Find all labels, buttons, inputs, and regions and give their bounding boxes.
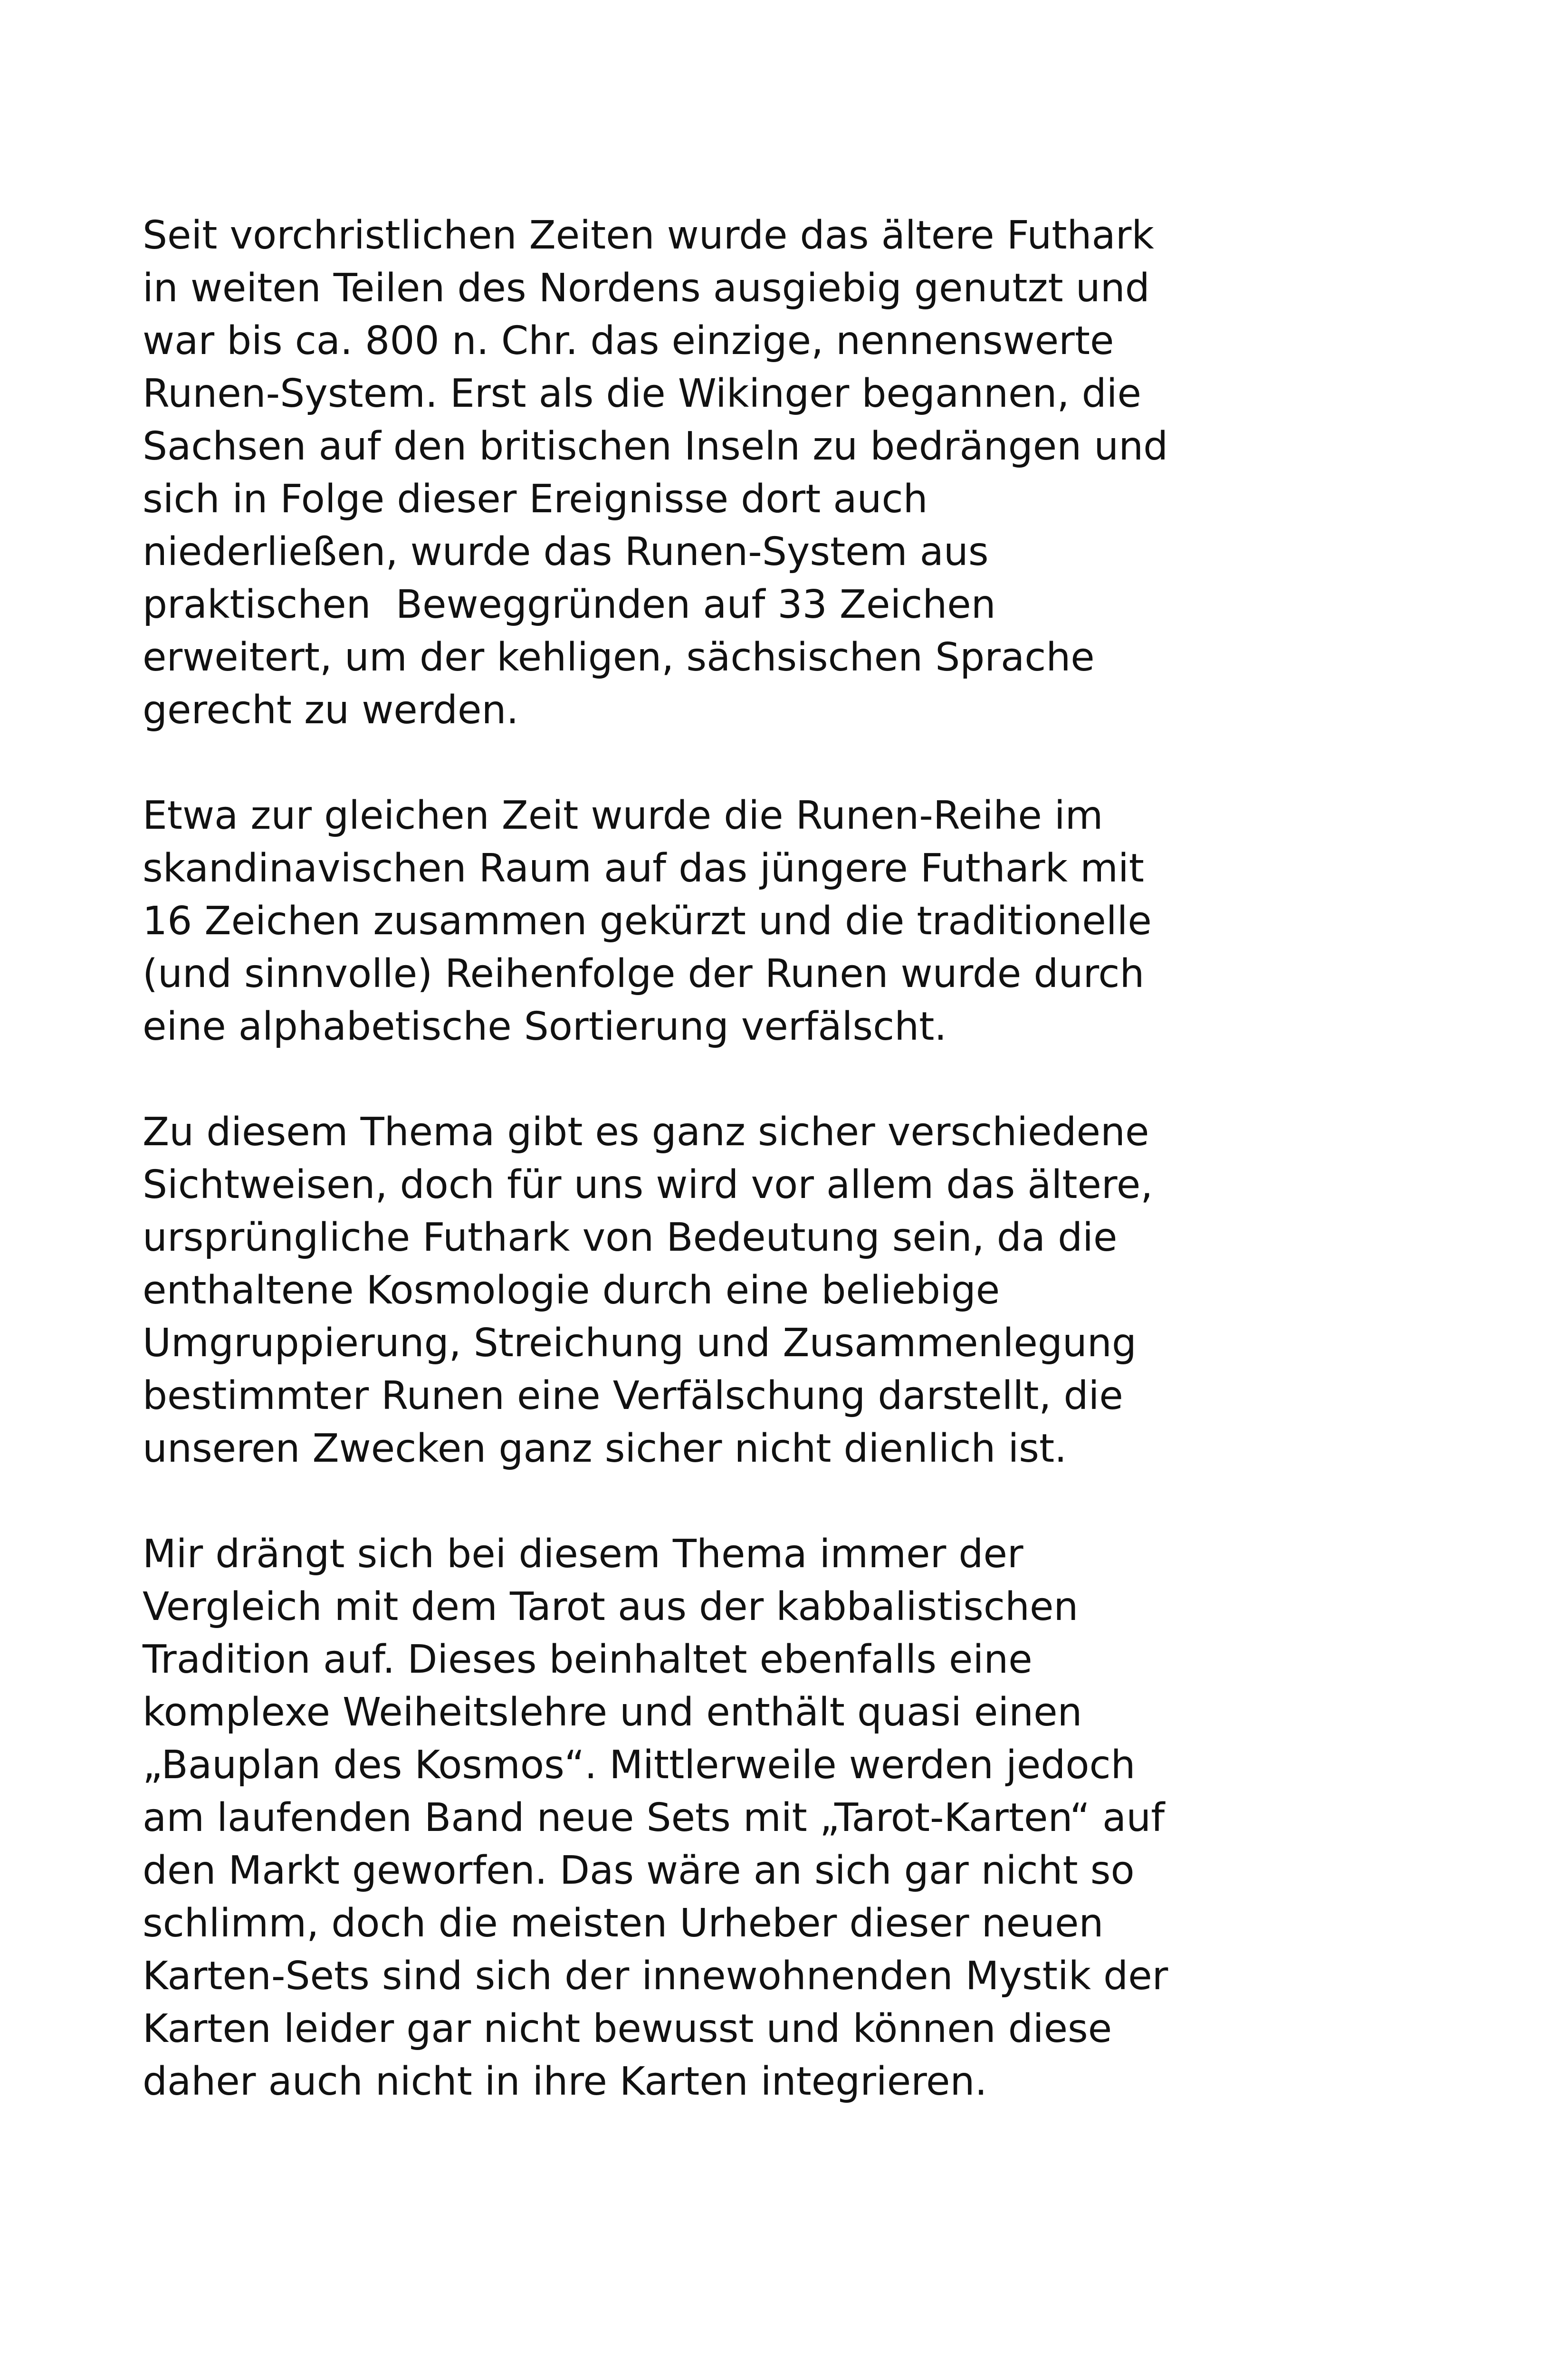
paragraph-4	[143, 1528, 1378, 2108]
text-line: Zu diesem Thema gibt es ganz sicher verschiedene	[143, 1110, 1149, 1155]
text-line: Tradition auf. Dieses beinhaltet ebenfalls eine	[143, 1637, 1033, 1682]
paragraph-2	[143, 789, 1378, 1053]
text-line: in weiten Teilen des Nordens ausgiebig genutzt und	[143, 266, 1150, 311]
text-line: war bis ca. 800 n. Chr. das einzige, nennenswerte	[143, 318, 1114, 364]
text-line: „Bauplan des Kosmos“. Mittlerweile werden jedoch	[143, 1743, 1136, 1788]
text-line: Runen-System. Erst als die Wikinger begannen, die	[143, 371, 1141, 416]
text-line: Seit vorchristlichen Zeiten wurde das ältere Futhark	[143, 213, 1154, 258]
body-text	[143, 209, 1378, 2161]
paragraph-1	[143, 209, 1378, 737]
text-line: niederließen, wurde das Runen-System aus	[143, 529, 989, 575]
text-line: den Markt geworfen. Das wäre an sich gar nicht so	[143, 1848, 1135, 1893]
text-line: Mir drängt sich bei diesem Thema immer der	[143, 1532, 1023, 1577]
text-line: ursprüngliche Futhark von Bedeutung sein, da die	[143, 1215, 1118, 1260]
text-line: sich in Folge dieser Ereignisse dort auch	[143, 477, 928, 522]
text-line: gerecht zu werden.	[143, 688, 519, 733]
text-line: (und sinnvolle) Reihenfolge der Runen wurde durch	[143, 951, 1145, 996]
text-line: Sachsen auf den britischen Inseln zu bedrängen und	[143, 424, 1168, 469]
text-line: Karten leider gar nicht bewusst und können diese	[143, 2006, 1112, 2051]
text-line: daher auch nicht in ihre Karten integrieren.	[143, 2059, 987, 2104]
text-line: enthaltene Kosmologie durch eine beliebige	[143, 1268, 1000, 1313]
text-line: bestimmter Runen eine Verfälschung darstellt, die	[143, 1373, 1123, 1418]
text-line: schlimm, doch die meisten Urheber dieser neuen	[143, 1901, 1104, 1946]
text-line: unseren Zwecken ganz sicher nicht dienlich ist.	[143, 1426, 1067, 1471]
text-line: komplexe Weiheitslehre und enthält quasi einen	[143, 1690, 1082, 1735]
text-line: Etwa zur gleichen Zeit wurde die Runen-Reihe im	[143, 793, 1103, 838]
text-line: eine alphabetische Sortierung verfälscht.	[143, 1004, 947, 1049]
text-line: 16 Zeichen zusammen gekürzt und die traditionelle	[143, 899, 1152, 944]
text-line: Umgruppierung, Streichung und Zusammenlegung	[143, 1321, 1137, 1366]
text-line: praktischen Beweggründen auf 33 Zeichen	[143, 582, 996, 627]
text-line: Sichtweisen, doch für uns wird vor allem das ältere,	[143, 1162, 1153, 1207]
text-line: Vergleich mit dem Tarot aus der kabbalistischen	[143, 1584, 1079, 1629]
text-line: Karten-Sets sind sich der innewohnenden Mystik der	[143, 1954, 1168, 1999]
text-line: erweitert, um der kehligen, sächsischen Sprache	[143, 635, 1095, 680]
paragraph-3	[143, 1106, 1378, 1475]
text-line: skandinavischen Raum auf das jüngere Futhark mit	[143, 846, 1144, 891]
text-line: am laufenden Band neue Sets mit „Tarot-Karten“ auf	[143, 1795, 1165, 1840]
